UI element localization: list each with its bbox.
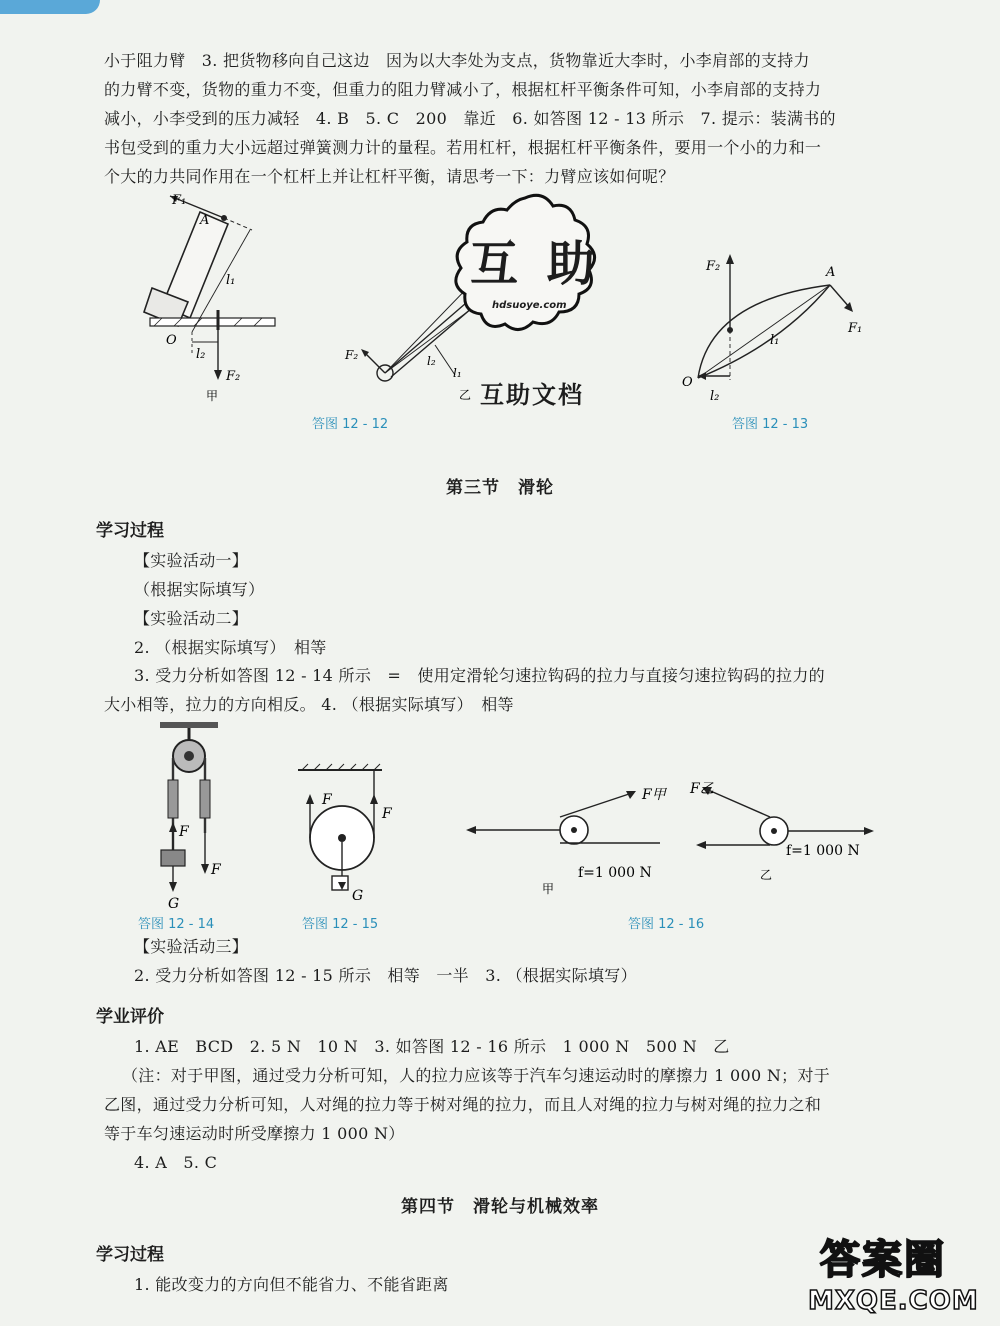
label-yi: 乙 bbox=[459, 388, 472, 402]
section-4-title: 第四节 滑轮与机械效率 bbox=[401, 1197, 599, 1217]
page-corner-tab bbox=[0, 0, 100, 14]
force-f2-arrow bbox=[365, 353, 385, 373]
label-f-right: F bbox=[211, 862, 221, 878]
label-l2: l₂ bbox=[196, 347, 206, 362]
corner-watermark-logo: 答案圈 bbox=[820, 1237, 946, 1283]
answer-line-1: 小于阻力臂 3. 把货物移向自己这边 因为以大李处为支点，货物靠近大李时，小李肩部的支持力 bbox=[104, 51, 810, 70]
eval-note-1: （注：对于甲图，通过受力分析可知，人的拉力应该等于汽车匀速运动时的摩擦力 1 000 N；对于 bbox=[122, 1066, 831, 1085]
force-fjia-arrow bbox=[560, 793, 632, 817]
ceiling bbox=[160, 722, 218, 728]
eval-line-1: 1. AE BCD 2. 5 N 10 N 3. 如答图 12 - 16 所示 1 000 N 500 N 乙 bbox=[134, 1037, 730, 1056]
figure-12-14 bbox=[148, 718, 238, 913]
caption-12-14: 答图 12 - 14 bbox=[138, 917, 215, 932]
activity-2-line-2: 3. 受力分析如答图 12 - 14 所示 = 使用定滑轮匀速拉钩码的拉力与直接匀速拉钩码的拉力的 bbox=[134, 666, 825, 685]
figure-12-16-jia bbox=[460, 775, 680, 900]
watermark-stamp-text: 互 助 bbox=[470, 236, 601, 292]
figure-12-13 bbox=[670, 250, 870, 410]
answer-line-3: 减小，小李受到的压力减轻 4. B 5. C 200 靠近 6. 如答图 12 - 13 所示 7. 提示：装满书的 bbox=[104, 109, 836, 128]
label-l1: l₁ bbox=[453, 366, 462, 380]
label-f-left: F bbox=[179, 824, 189, 840]
label-f1: F₁ bbox=[172, 193, 187, 208]
eval-note-3: 等于车匀速运动时所受摩擦力 1 000 N） bbox=[104, 1124, 405, 1143]
label-f2: F₂ bbox=[345, 348, 359, 362]
label-l1: l₁ bbox=[226, 273, 236, 288]
watermark-stamp-url: hdsuoye.com bbox=[492, 300, 567, 311]
label-fyi: F乙 bbox=[690, 781, 714, 797]
activity-1-text: （根据实际填写） bbox=[134, 580, 265, 599]
section-3-process-heading: 学习过程 bbox=[96, 521, 164, 541]
caption-12-13: 答图 12 - 13 bbox=[732, 417, 809, 432]
label-l1: l₁ bbox=[770, 333, 780, 348]
force-f1-arrow bbox=[830, 285, 850, 308]
label-f2: F₂ bbox=[706, 259, 721, 274]
answer-line-4: 书包受到的重力大小远超过弹簧测力计的量程。若用杠杆，根据杠杆平衡条件，要用一个小的力和一 bbox=[104, 138, 822, 157]
caption-12-15: 答图 12 - 15 bbox=[302, 917, 379, 932]
caption-12-16: 答图 12 - 16 bbox=[628, 917, 705, 932]
activity-3-line: 2. 受力分析如答图 12 - 15 所示 相等 一半 3. （根据实际填写） bbox=[134, 966, 637, 985]
activity-2-line-3: 大小相等，拉力的方向相反。 4. （根据实际填写） 相等 bbox=[104, 695, 514, 714]
label-a: A bbox=[200, 213, 210, 228]
answer-line-5: 个大的力共同作用在一个杠杆上并让杠杆平衡，请思考一下：力臂应该如何呢？ bbox=[104, 167, 675, 186]
figure-12-16-yi bbox=[690, 775, 890, 900]
label-f1: F₁ bbox=[848, 321, 863, 336]
floor-board bbox=[150, 318, 275, 326]
label-o: O bbox=[166, 333, 177, 348]
hook-weight bbox=[161, 850, 185, 866]
label-l2: l₂ bbox=[427, 354, 436, 368]
label-jia: 甲 bbox=[542, 882, 555, 896]
label-f2: F₂ bbox=[226, 369, 241, 384]
spring-scale-left bbox=[168, 780, 178, 818]
activity-2-line-1: 2. （根据实际填写） 相等 bbox=[134, 638, 327, 657]
figure-12-15 bbox=[290, 760, 400, 910]
force-fyi-arrow bbox=[706, 789, 770, 817]
figure-12-12-jia bbox=[140, 190, 290, 405]
section-4-line-1: 1. 能改变力的方向但不能省力、不能省距离 bbox=[134, 1275, 449, 1294]
eval-line-last: 4. A 5. C bbox=[134, 1153, 218, 1172]
label-g: G bbox=[168, 896, 180, 912]
watermark-bottom-text: 互助文档 bbox=[480, 381, 584, 409]
label-f-left: F bbox=[322, 792, 332, 808]
label-friction: f=1 000 N bbox=[786, 843, 860, 859]
label-l2: l₂ bbox=[710, 389, 720, 404]
label-a: A bbox=[826, 265, 836, 280]
arm-l1 bbox=[698, 285, 830, 378]
lever-tool bbox=[144, 212, 228, 326]
caption-12-12: 答图 12 - 12 bbox=[312, 417, 389, 432]
spring-scale-right bbox=[200, 780, 210, 818]
label-o: O bbox=[682, 375, 693, 390]
label-fjia: F甲 bbox=[642, 787, 666, 803]
eval-note-2: 乙图，通过受力分析可知，人对绳的拉力等于树对绳的拉力，而且人对绳的拉力与树对绳的拉力之和 bbox=[104, 1095, 822, 1114]
section-3-eval-heading: 学业评价 bbox=[96, 1007, 164, 1027]
section-3-title: 第三节 滑轮 bbox=[446, 478, 554, 498]
activity-3-heading: 【实验活动三】 bbox=[134, 937, 249, 956]
answer-line-2: 的力臂不变，货物的重力不变，但重力的阻力臂减小了，根据杠杆平衡条件可知，小李肩部的支持力 bbox=[104, 80, 822, 99]
section-4-process-heading: 学习过程 bbox=[96, 1245, 164, 1265]
label-yi: 乙 bbox=[760, 868, 773, 882]
label-f-right: F bbox=[382, 806, 392, 822]
activity-2-heading: 【实验活动二】 bbox=[134, 609, 249, 628]
label-friction: f=1 000 N bbox=[578, 865, 652, 881]
label-g: G bbox=[352, 888, 364, 904]
label-jia: 甲 bbox=[206, 389, 219, 403]
activity-1-heading: 【实验活动一】 bbox=[134, 551, 249, 570]
corner-watermark-url: MXQE.COM bbox=[808, 1286, 979, 1316]
